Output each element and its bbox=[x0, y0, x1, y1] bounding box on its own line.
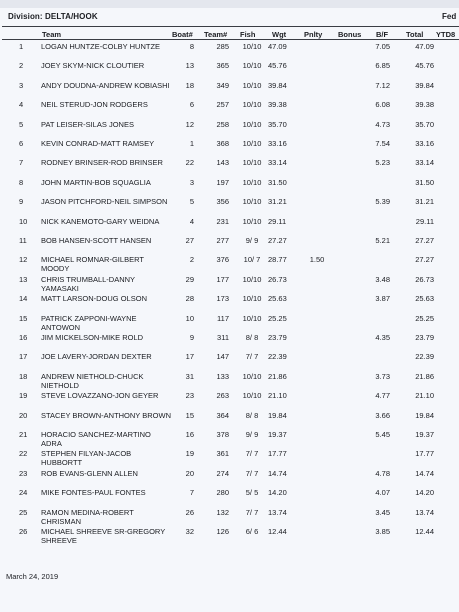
big-fish: 3.73 bbox=[375, 371, 390, 381]
fish-count: 10/10 bbox=[242, 42, 262, 51]
team-number: 277 bbox=[216, 236, 229, 245]
total-weight: 35.70 bbox=[415, 119, 434, 129]
table-row bbox=[0, 120, 459, 140]
big-fish: 3.87 bbox=[375, 294, 390, 304]
weight: 39.84 bbox=[268, 80, 287, 90]
fish-count: 10/10 bbox=[242, 313, 262, 323]
fish-count: 10/10 bbox=[242, 177, 262, 187]
boat-number: 8 bbox=[189, 42, 194, 51]
division-title: Division: DELTA/HOOK bbox=[8, 12, 98, 21]
place-number: 16 bbox=[19, 333, 28, 342]
team-names: PAT LEISER-SILAS JONES bbox=[41, 119, 134, 129]
weight: 39.38 bbox=[268, 100, 287, 110]
team-names: ANDREW NIETHOLD-CHUCK NIETHOLD bbox=[41, 371, 144, 390]
weight: 47.09 bbox=[268, 42, 287, 51]
fish-count: 10/10 bbox=[242, 119, 262, 129]
big-fish: 4.07 bbox=[375, 488, 390, 498]
team-names: PATRICK ZAPPONI-WAYNE ANTOWON bbox=[41, 313, 137, 332]
total-weight: 25.25 bbox=[415, 313, 434, 323]
team-names: KEVIN CONRAD-MATT RAMSEY bbox=[41, 139, 155, 148]
total-weight: 23.79 bbox=[415, 333, 434, 342]
place-number: 1 bbox=[19, 42, 24, 51]
team-names: ANDY DOUDNA-ANDREW KOBIASHI bbox=[41, 80, 170, 90]
team-names: STEPHEN FILYAN-JACOB HUBBORTT bbox=[41, 449, 132, 468]
fish-count: 7/ 7 bbox=[245, 449, 259, 459]
table-row bbox=[0, 294, 459, 314]
total-weight: 47.09 bbox=[415, 42, 434, 51]
place-number: 2 bbox=[19, 61, 24, 71]
big-fish: 3.48 bbox=[375, 274, 390, 284]
team-names: MIKE FONTES-PAUL FONTES bbox=[41, 488, 146, 498]
boat-number: 19 bbox=[185, 449, 194, 459]
boat-number: 20 bbox=[185, 468, 194, 478]
team-number: 368 bbox=[216, 139, 229, 148]
fish-count: 8/ 8 bbox=[245, 333, 259, 342]
total-weight: 33.14 bbox=[415, 158, 434, 168]
weight: 12.44 bbox=[268, 527, 287, 536]
fish-count: 10/10 bbox=[242, 391, 262, 401]
place-number: 3 bbox=[19, 80, 24, 90]
report-date: March 24, 2019 bbox=[6, 572, 59, 581]
weight: 31.21 bbox=[268, 197, 287, 207]
boat-number: 23 bbox=[185, 391, 194, 401]
boat-number: 4 bbox=[189, 216, 194, 226]
total-weight: 39.38 bbox=[415, 100, 434, 110]
team-names: ROB EVANS-GLENN ALLEN bbox=[41, 468, 138, 478]
big-fish: 6.08 bbox=[375, 100, 390, 110]
table-row bbox=[0, 61, 459, 81]
col-pnlty: Pnlty bbox=[304, 30, 323, 39]
big-fish: 5.21 bbox=[375, 236, 390, 245]
header-top-rule bbox=[2, 26, 459, 27]
col-boat: Boat# bbox=[172, 30, 193, 39]
team-number: 177 bbox=[216, 274, 229, 284]
table-row bbox=[0, 391, 459, 411]
total-weight: 12.44 bbox=[415, 527, 434, 536]
table-row bbox=[0, 314, 459, 334]
boat-number: 12 bbox=[185, 119, 194, 129]
col-bonus: Bonus bbox=[338, 30, 362, 39]
boat-number: 5 bbox=[189, 197, 194, 207]
team-number: 349 bbox=[216, 80, 229, 90]
boat-number: 26 bbox=[185, 507, 194, 517]
team-number: 263 bbox=[216, 391, 229, 401]
fish-count: 10/10 bbox=[242, 216, 262, 226]
weight: 26.73 bbox=[268, 274, 287, 284]
total-weight: 17.77 bbox=[415, 449, 434, 459]
fish-count: 10/10 bbox=[242, 294, 262, 304]
fish-count: 10/10 bbox=[242, 139, 262, 148]
boat-number: 10 bbox=[185, 313, 194, 323]
total-weight: 26.73 bbox=[415, 274, 434, 284]
big-fish: 7.05 bbox=[375, 42, 390, 51]
place-number: 26 bbox=[19, 527, 28, 536]
total-weight: 22.39 bbox=[415, 352, 434, 362]
team-number: 147 bbox=[216, 352, 229, 362]
place-number: 15 bbox=[19, 313, 28, 323]
team-names: BOB HANSEN-SCOTT HANSEN bbox=[41, 236, 152, 245]
place-number: 8 bbox=[19, 177, 24, 187]
big-fish: 7.12 bbox=[375, 80, 390, 90]
place-number: 25 bbox=[19, 507, 28, 517]
place-number: 11 bbox=[19, 236, 27, 245]
team-names: JOE LAVERY-JORDAN DEXTER bbox=[41, 352, 152, 362]
col-fish: Fish bbox=[240, 30, 256, 39]
fish-count: 9/ 9 bbox=[245, 430, 259, 439]
boat-number: 31 bbox=[185, 371, 194, 381]
team-number: 274 bbox=[216, 468, 229, 478]
col-team-number: Team# bbox=[204, 30, 228, 39]
table-row bbox=[0, 430, 459, 450]
big-fish: 5.39 bbox=[375, 197, 390, 207]
table-row bbox=[0, 81, 459, 101]
total-weight: 45.76 bbox=[415, 61, 434, 71]
fish-count: 6/ 6 bbox=[245, 527, 259, 536]
table-row bbox=[0, 352, 459, 372]
weight: 17.77 bbox=[268, 449, 287, 459]
table-row bbox=[0, 236, 459, 256]
fish-count: 10/10 bbox=[242, 274, 262, 284]
boat-number: 13 bbox=[185, 61, 194, 71]
place-number: 22 bbox=[19, 449, 28, 459]
total-weight: 31.50 bbox=[415, 177, 434, 187]
place-number: 18 bbox=[19, 371, 28, 381]
team-number: 257 bbox=[216, 100, 229, 110]
total-weight: 27.27 bbox=[415, 236, 434, 245]
penalty: 1.50 bbox=[309, 255, 325, 265]
boat-number: 32 bbox=[185, 527, 194, 536]
weight: 31.50 bbox=[268, 177, 287, 187]
page-edge bbox=[0, 0, 459, 8]
place-number: 21 bbox=[19, 430, 28, 439]
team-names: RODNEY BRINSER-ROD BRINSER bbox=[41, 158, 163, 168]
boat-number: 27 bbox=[185, 236, 194, 245]
total-weight: 25.63 bbox=[415, 294, 434, 304]
col-team: Team bbox=[42, 30, 62, 39]
big-fish: 5.45 bbox=[375, 430, 390, 439]
fish-count: 7/ 7 bbox=[245, 507, 259, 517]
team-number: 280 bbox=[216, 488, 229, 498]
total-weight: 13.74 bbox=[415, 507, 434, 517]
team-number: 356 bbox=[216, 197, 229, 207]
weight: 28.77 bbox=[268, 255, 287, 265]
team-number: 126 bbox=[216, 527, 229, 536]
place-number: 4 bbox=[19, 100, 24, 110]
total-weight: 21.86 bbox=[415, 371, 434, 381]
table-row bbox=[0, 333, 459, 353]
team-names: NICK KANEMOTO-GARY WEIDNA bbox=[41, 216, 160, 226]
weight: 14.74 bbox=[268, 468, 287, 478]
big-fish: 3.45 bbox=[375, 507, 390, 517]
total-weight: 39.84 bbox=[415, 80, 434, 90]
place-number: 10 bbox=[19, 216, 28, 226]
fish-count: 10/10 bbox=[242, 100, 262, 110]
big-fish: 7.54 bbox=[375, 139, 390, 148]
team-number: 231 bbox=[216, 216, 229, 226]
fed-label: Fed bbox=[442, 12, 457, 21]
boat-number: 22 bbox=[185, 158, 194, 168]
team-number: 197 bbox=[216, 177, 229, 187]
weight: 21.10 bbox=[268, 391, 287, 401]
fish-count: 10/10 bbox=[242, 80, 262, 90]
team-number: 376 bbox=[216, 255, 229, 265]
total-weight: 19.84 bbox=[415, 410, 434, 420]
table-row bbox=[0, 178, 459, 198]
fish-count: 10/10 bbox=[242, 61, 262, 71]
team-names: MICHAEL ROMNAR-GILBERT MOODY bbox=[41, 255, 144, 274]
team-names: NEIL STERUD-JON RODGERS bbox=[41, 100, 148, 110]
fish-count: 10/ 7 bbox=[243, 255, 261, 265]
team-number: 133 bbox=[216, 371, 229, 381]
team-number: 117 bbox=[217, 313, 229, 323]
team-names: JASON PITCHFORD-NEIL SIMPSON bbox=[41, 197, 168, 207]
total-weight: 14.20 bbox=[415, 488, 434, 498]
team-number: 365 bbox=[216, 61, 229, 71]
team-names: CHRIS TRUMBALL-DANNY YAMASAKI bbox=[41, 274, 135, 293]
fish-count: 7/ 7 bbox=[245, 468, 259, 478]
team-names: STEVE LOVAZZANO-JON GEYER bbox=[41, 391, 159, 401]
big-fish: 4.78 bbox=[375, 468, 390, 478]
col-bf: B/F bbox=[376, 30, 389, 39]
fish-count: 5/ 5 bbox=[245, 488, 259, 498]
weight: 29.11 bbox=[268, 216, 287, 226]
table-row bbox=[0, 469, 459, 489]
col-wgt: Wgt bbox=[272, 30, 287, 39]
boat-number: 1 bbox=[189, 139, 194, 148]
team-names: RAMON MEDINA-ROBERT CHRISMAN bbox=[41, 507, 134, 526]
total-weight: 33.16 bbox=[415, 139, 434, 148]
table-row bbox=[0, 42, 459, 62]
col-total: Total bbox=[406, 30, 424, 39]
team-number: 311 bbox=[217, 333, 229, 342]
boat-number: 7 bbox=[189, 488, 194, 498]
weight: 27.27 bbox=[268, 236, 287, 245]
team-number: 378 bbox=[216, 430, 229, 439]
place-number: 12 bbox=[19, 255, 28, 265]
weight: 13.74 bbox=[268, 507, 287, 517]
weight: 19.84 bbox=[268, 410, 287, 420]
table-row bbox=[0, 197, 459, 217]
place-number: 20 bbox=[19, 410, 28, 420]
boat-number: 6 bbox=[189, 100, 194, 110]
big-fish: 4.35 bbox=[375, 333, 390, 342]
big-fish: 4.77 bbox=[375, 391, 390, 401]
fish-count: 7/ 7 bbox=[245, 352, 259, 362]
weight: 25.63 bbox=[268, 294, 287, 304]
weight: 22.39 bbox=[268, 352, 287, 362]
weight: 33.14 bbox=[268, 158, 287, 168]
table-row bbox=[0, 158, 459, 178]
team-number: 364 bbox=[216, 410, 229, 420]
fish-count: 9/ 9 bbox=[245, 236, 259, 245]
team-number: 285 bbox=[216, 42, 229, 51]
table-row bbox=[0, 488, 459, 508]
team-names: JOEY SKYM-NICK CLOUTIER bbox=[41, 61, 145, 71]
place-number: 17 bbox=[19, 352, 28, 362]
col-ytd: YTD8 bbox=[436, 30, 456, 39]
big-fish: 3.85 bbox=[375, 527, 390, 536]
team-names: JIM MICKELSON-MIKE ROLD bbox=[41, 333, 144, 342]
team-number: 361 bbox=[216, 449, 229, 459]
total-weight: 27.27 bbox=[415, 255, 434, 265]
big-fish: 3.66 bbox=[375, 410, 390, 420]
table-row bbox=[0, 217, 459, 237]
boat-number: 17 bbox=[185, 352, 194, 362]
weight: 14.20 bbox=[268, 488, 287, 498]
table-row bbox=[0, 100, 459, 120]
weight: 25.25 bbox=[268, 313, 287, 323]
boat-number: 28 bbox=[185, 294, 194, 304]
big-fish: 6.85 bbox=[375, 61, 390, 71]
team-names: MATT LARSON-DOUG OLSON bbox=[41, 294, 147, 304]
weight: 33.16 bbox=[268, 139, 287, 148]
place-number: 19 bbox=[19, 391, 28, 401]
place-number: 13 bbox=[19, 274, 28, 284]
team-number: 173 bbox=[216, 294, 229, 304]
total-weight: 29.11 bbox=[415, 216, 434, 226]
table-row bbox=[0, 139, 459, 159]
boat-number: 9 bbox=[189, 333, 194, 342]
weight: 19.37 bbox=[268, 430, 287, 439]
boat-number: 16 bbox=[185, 430, 194, 439]
team-number: 258 bbox=[216, 119, 229, 129]
big-fish: 4.73 bbox=[375, 119, 390, 129]
weight: 35.70 bbox=[268, 119, 287, 129]
table-row bbox=[0, 372, 459, 392]
fish-count: 10/10 bbox=[242, 158, 262, 168]
fish-count: 10/10 bbox=[242, 197, 262, 207]
team-names: STACEY BROWN-ANTHONY BROWN bbox=[41, 410, 172, 420]
team-names: LOGAN HUNTZE-COLBY HUNTZE bbox=[41, 42, 161, 51]
header-bottom-rule bbox=[2, 39, 459, 40]
fish-count: 8/ 8 bbox=[245, 410, 259, 420]
boat-number: 15 bbox=[185, 410, 194, 420]
place-number: 5 bbox=[19, 119, 24, 129]
total-weight: 31.21 bbox=[415, 197, 434, 207]
team-names: MICHAEL SHREEVE SR-GREGORY SHREEVE bbox=[41, 527, 166, 545]
big-fish: 5.23 bbox=[375, 158, 390, 168]
team-names: HORACIO SANCHEZ-MARTINO ADRA bbox=[41, 430, 151, 448]
place-number: 14 bbox=[19, 294, 28, 304]
table-row bbox=[0, 449, 459, 469]
table-row bbox=[0, 527, 459, 547]
total-weight: 14.74 bbox=[415, 468, 434, 478]
table-row bbox=[0, 508, 459, 528]
place-number: 7 bbox=[19, 158, 24, 168]
place-number: 24 bbox=[19, 488, 28, 498]
weight: 23.79 bbox=[268, 333, 287, 342]
total-weight: 19.37 bbox=[415, 430, 434, 439]
place-number: 9 bbox=[19, 197, 24, 207]
weight: 21.86 bbox=[268, 371, 287, 381]
weight: 45.76 bbox=[268, 61, 287, 71]
team-number: 132 bbox=[216, 507, 229, 517]
table-row bbox=[0, 275, 459, 295]
table-row bbox=[0, 411, 459, 431]
team-number: 143 bbox=[216, 158, 229, 168]
boat-number: 2 bbox=[189, 255, 194, 265]
table-row bbox=[0, 255, 459, 275]
boat-number: 29 bbox=[185, 274, 194, 284]
place-number: 23 bbox=[19, 468, 28, 478]
fish-count: 10/10 bbox=[242, 371, 262, 381]
total-weight: 21.10 bbox=[415, 391, 434, 401]
place-number: 6 bbox=[19, 139, 24, 148]
boat-number: 3 bbox=[189, 177, 194, 187]
boat-number: 18 bbox=[185, 80, 194, 90]
team-names: JOHN MARTIN-BOB SQUAGLIA bbox=[41, 177, 151, 187]
